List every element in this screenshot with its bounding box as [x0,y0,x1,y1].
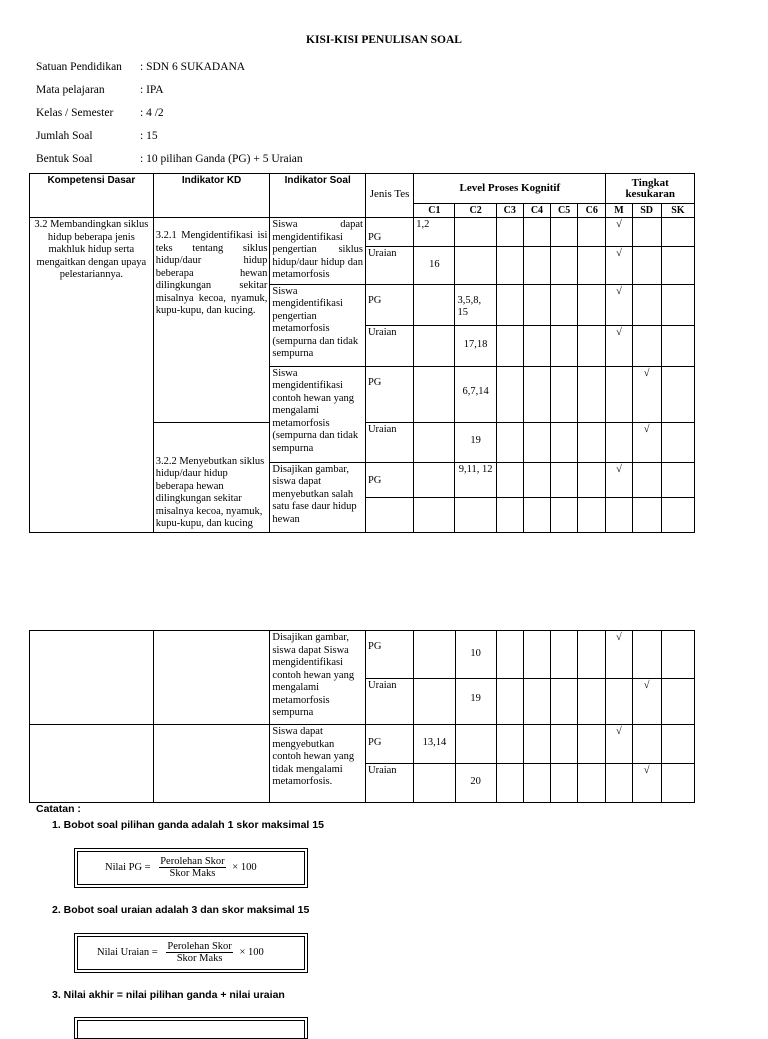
c2-cell: 6,7,14 [455,366,496,422]
indikator-soal-5: Disajikan gambar, siswa dapat Siswa mengidentifikasi contoh hewan yang mengalami metamorfosis sempurna [270,631,366,725]
header-jenis-tes: Jenis Tes [365,174,413,218]
check-mark: √ [606,631,632,679]
c1-cell: 16 [414,246,455,284]
note-1: 1. Bobot soal pilihan ganda adalah 1 skor maksimal 15 [52,819,324,831]
jenis-cell: Uraian [365,764,413,803]
header-c2: C2 [455,204,496,218]
formula-pg-label: Nilai PG = [105,861,151,873]
page-title: KISI-KISI PENULISAN SOAL [306,34,462,46]
jenis-cell: PG [365,631,413,679]
header-c6: C6 [578,204,606,218]
formula-uraian-numerator: Perolehan Skor [167,941,232,952]
c2-cell: 17,18 [455,325,496,366]
check-mark: √ [632,422,661,462]
kisi-table-1 [29,173,695,533]
check-mark: √ [606,284,632,325]
check-mark: √ [606,246,632,284]
c1-cell: 13,14 [414,725,455,764]
jenis-cell: Uraian [365,422,413,462]
header-c1: C1 [414,204,455,218]
check-mark: √ [632,764,661,803]
formula-pg-mult: × 100 [232,861,257,873]
c2-cell: 19 [455,679,496,725]
notes-heading: Catatan : [36,803,81,815]
header-kd: Kompetensi Dasar [30,174,154,218]
kisi-table-2 [29,630,695,803]
jenis-cell: Uraian [365,679,413,725]
header-level: Level Proses Kognitif [414,174,606,204]
indikator-soal-1: Siswa dapat mengidentifikasi pengertian siklus hidup/daur hidup dan metamorfosis [270,218,366,285]
header-m: M [606,204,632,218]
formula-pg-denominator: Skor Maks [169,868,216,879]
header-indikator-soal: Indikator Soal [270,174,366,218]
header-c3: C3 [496,204,523,218]
check-mark: √ [606,725,632,764]
check-mark: √ [632,679,661,725]
header-c4: C4 [523,204,550,218]
kd-cell: 3.2 Membandingkan siklus hidup beberapa jenis makhluk hidup serta mengaitkan dengan upaya pelestariannya. [30,218,154,533]
c2-cell: 19 [455,422,496,462]
header-indikator-kd: Indikator KD [153,174,270,218]
c2-cell: 10 [455,631,496,679]
jenis-cell: PG [365,725,413,764]
indikator-kd-2: 3.2.2 Menyebutkan siklus hidup/daur hidup beberapa hewan dilingkungan sekitar misalnya kecoa, nyamuk, kupu-kupu, dan kucing [153,422,270,532]
indikator-soal-4: Disajikan gambar, siswa dapat menyebutkan salah satu fase daur hidup hewan [270,462,366,532]
c1-cell: 1,2 [414,218,455,247]
indikator-soal-3: Siswa mengidentifikasi contoh hewan yang mengalami metamorfosis (sempurna dan tidak sempurna [270,366,366,462]
note-2: 2. Bobot soal uraian adalah 3 dan skor maksimal 15 [52,904,310,916]
indikator-soal-6: Siswa dapat mengyebutkan contoh hewan yang tidak mengalami metamorfosis. [270,725,366,803]
formula-pg-numerator: Perolehan Skor [160,856,225,867]
jenis-cell: PG [365,284,413,325]
formula-box-uraian [74,933,308,973]
note-3: 3. Nilai akhir = nilai pilihan ganda + nilai uraian [52,989,285,1001]
header-sk: SK [661,204,694,218]
indikator-kd-1: 3.2.1 Mengidentifikasi isi teks tentang siklus hidup/daur hidup beberapa hewan dilingkungan sekitar misalnya kecoa, nyamuk, kupu-kupu, dan kucing. [153,218,270,423]
formula-box-pg [74,848,308,888]
header-sd: SD [632,204,661,218]
header-tingkat: Tingkat kesukaran [606,174,695,204]
check-mark: √ [606,325,632,366]
check-mark: √ [632,366,661,422]
c2-cell [455,218,496,247]
formula-uraian-label: Nilai Uraian = [97,946,158,958]
header-c5: C5 [551,204,578,218]
c2-cell: 20 [455,764,496,803]
check-mark: √ [606,218,632,247]
jenis-cell: Uraian [365,246,413,284]
c2-cell: 9,11, 12 [455,462,496,497]
formula-box-akhir [74,1017,308,1039]
formula-uraian-denominator: Skor Maks [176,953,223,964]
indikator-soal-2: Siswa mengidentifikasi pengertian metamorfosis (sempurna dan tidak sempurna [270,284,366,366]
jenis-cell: PG [365,218,413,247]
formula-uraian-mult: × 100 [239,946,264,958]
jenis-cell: Uraian [365,325,413,366]
check-mark: √ [606,462,632,497]
jenis-cell: PG [365,462,413,497]
c2-cell: 3,5,8, 15 [455,284,496,325]
jenis-cell: PG [365,366,413,422]
